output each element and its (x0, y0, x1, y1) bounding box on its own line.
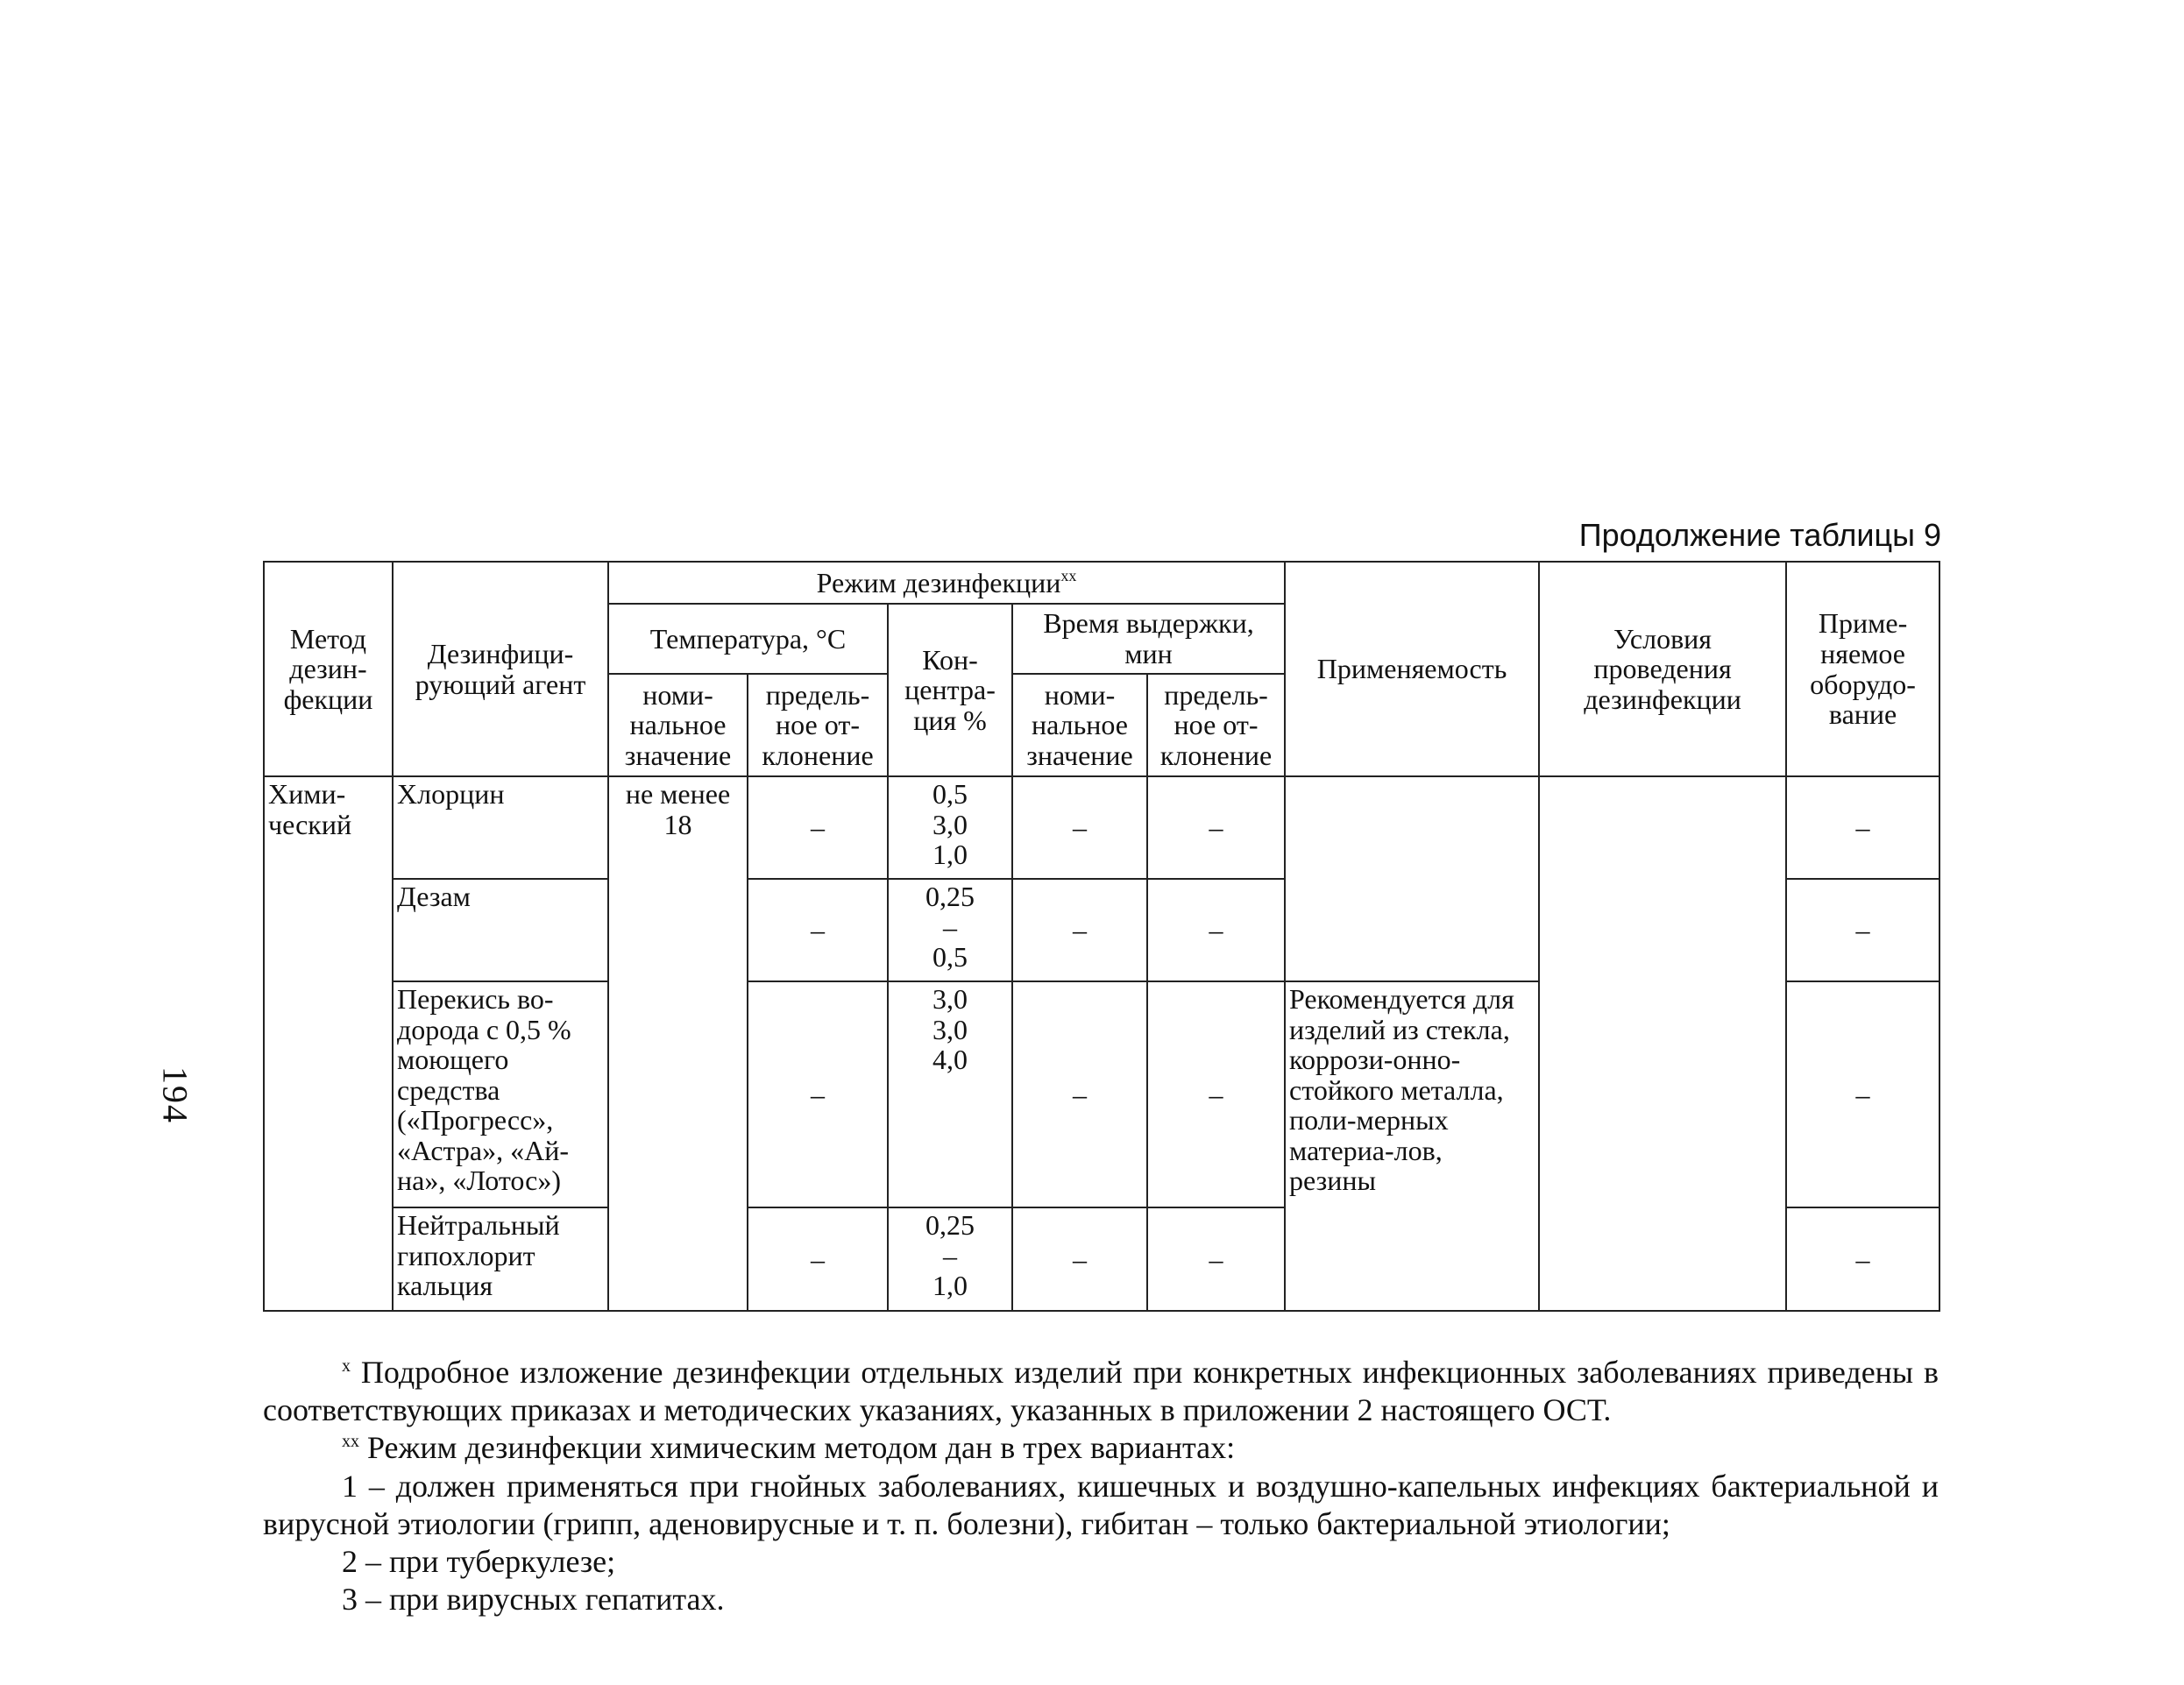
agent-cell: Дезам (393, 879, 608, 981)
applicability-cell-empty (1285, 776, 1539, 981)
concentration-value: 0,5 (932, 941, 968, 973)
agent-cell: Хлорцин (393, 776, 608, 879)
header-mode-mark: xx (1060, 566, 1077, 584)
disinfection-table (263, 561, 1940, 1312)
header-exposure: Время выдержки, мин (1012, 604, 1285, 674)
concentration-value: – (943, 1239, 957, 1271)
header-exp-nominal: номи-нальное значение (1012, 674, 1147, 776)
header-agent: Дезинфици-рующий агент (393, 562, 608, 776)
temp-deviation-cell: – (748, 776, 888, 879)
temp-deviation-cell: – (748, 981, 888, 1207)
header-mode-label: Режим дезинфекции (816, 566, 1061, 598)
temp-nominal-cell: не менее 18 (608, 776, 748, 1311)
equipment-cell: – (1786, 879, 1939, 981)
concentration-value: – (943, 910, 957, 943)
concentration-value: 3,0 (932, 1013, 968, 1045)
exp-nominal-cell: – (1012, 981, 1147, 1207)
equipment-cell: – (1786, 1207, 1939, 1311)
temp-deviation-cell: – (748, 1207, 888, 1311)
footnote-variant-3: 3 – при вирусных гепатитах. (342, 1582, 725, 1618)
concentration-cell (888, 879, 1012, 981)
exp-deviation-cell: – (1147, 776, 1285, 879)
concentration-value: 3,0 (932, 983, 968, 1015)
agent-cell: Перекись во-дорода с 0,5 % моющего средства («Прогресс», «Астра», «Ай-на», «Лотос») (393, 981, 608, 1207)
concentration-value: 1,0 (932, 1270, 968, 1302)
header-equipment: Приме-няемое оборудо-вание (1786, 562, 1939, 776)
concentration-cell (888, 1207, 1012, 1311)
header-applicability: Применяемость (1285, 562, 1539, 776)
header-temp-nominal: номи-нальное значение (608, 674, 748, 776)
footnote-1-text: Подробное изложение дезинфекции отдельных изделий при конкретных инфекционных заболеваниях приведены в соответствующих приказах и методических указаниях, указанных в приложении 2 настоящего ОСТ. (263, 1355, 1939, 1428)
equipment-cell: – (1786, 776, 1939, 879)
concentration-value: 1,0 (932, 839, 968, 871)
equipment-cell: – (1786, 981, 1939, 1207)
footnote-1-mark: x (342, 1356, 351, 1376)
page-number: 194 (155, 1066, 195, 1124)
table-caption: Продолжение таблицы 9 (1578, 517, 1941, 553)
footnote-variant-1: 1 – должен применяться при гнойных заболеваниях, кишечных и воздушно-капельных инфекциях бактериальной и вирусной этиологии (грипп, аденовирусные и т. п. болезни), гибитан – только бактериальной этиологии; (263, 1468, 1939, 1541)
concentration-value: 3,0 (932, 808, 968, 840)
header-temp-deviation: предель-ное от-клонение (748, 674, 888, 776)
footnote-2-mark: xx (342, 1432, 359, 1452)
concentration-value: 4,0 (932, 1044, 968, 1076)
header-mode (608, 562, 1285, 604)
header-exp-deviation: предель-ное от-клонение (1147, 674, 1285, 776)
header-concentration: Кон-центра-ция % (888, 604, 1012, 776)
header-temperature: Температура, °С (608, 604, 888, 674)
footnote-1 (263, 1354, 1939, 1429)
method-cell: Хими-ческий (264, 776, 393, 1311)
footnote-2 (263, 1429, 1939, 1467)
exp-nominal-cell: – (1012, 1207, 1147, 1311)
agent-cell: Нейтральный гипохлорит кальция (393, 1207, 608, 1311)
concentration-cell (888, 776, 1012, 879)
concentration-value: 0,25 (925, 881, 975, 912)
exp-nominal-cell: – (1012, 776, 1147, 879)
conditions-cell (1539, 776, 1786, 1311)
footnotes (263, 1354, 1939, 1618)
concentration-value: 0,25 (925, 1209, 975, 1241)
exp-deviation-cell: – (1147, 981, 1285, 1207)
exp-deviation-cell: – (1147, 1207, 1285, 1311)
exp-deviation-cell: – (1147, 879, 1285, 981)
footnote-variant-2: 2 – при туберкулезе; (342, 1543, 616, 1579)
exp-nominal-cell: – (1012, 879, 1147, 981)
footnote-2-text: Режим дезинфекции химическим методом дан в трех вариантах: (367, 1430, 1236, 1466)
temp-deviation-cell: – (748, 879, 888, 981)
applicability-cell: Рекомендуется для изделий из стекла, коррози-онно-стойкого металла, поли-мерных материа-лов, резины (1285, 981, 1539, 1311)
concentration-cell (888, 981, 1012, 1207)
header-conditions: Условия проведения дезинфекции (1539, 562, 1786, 776)
concentration-value: 0,5 (932, 778, 968, 810)
header-method: Метод дезин-фекции (264, 562, 393, 776)
